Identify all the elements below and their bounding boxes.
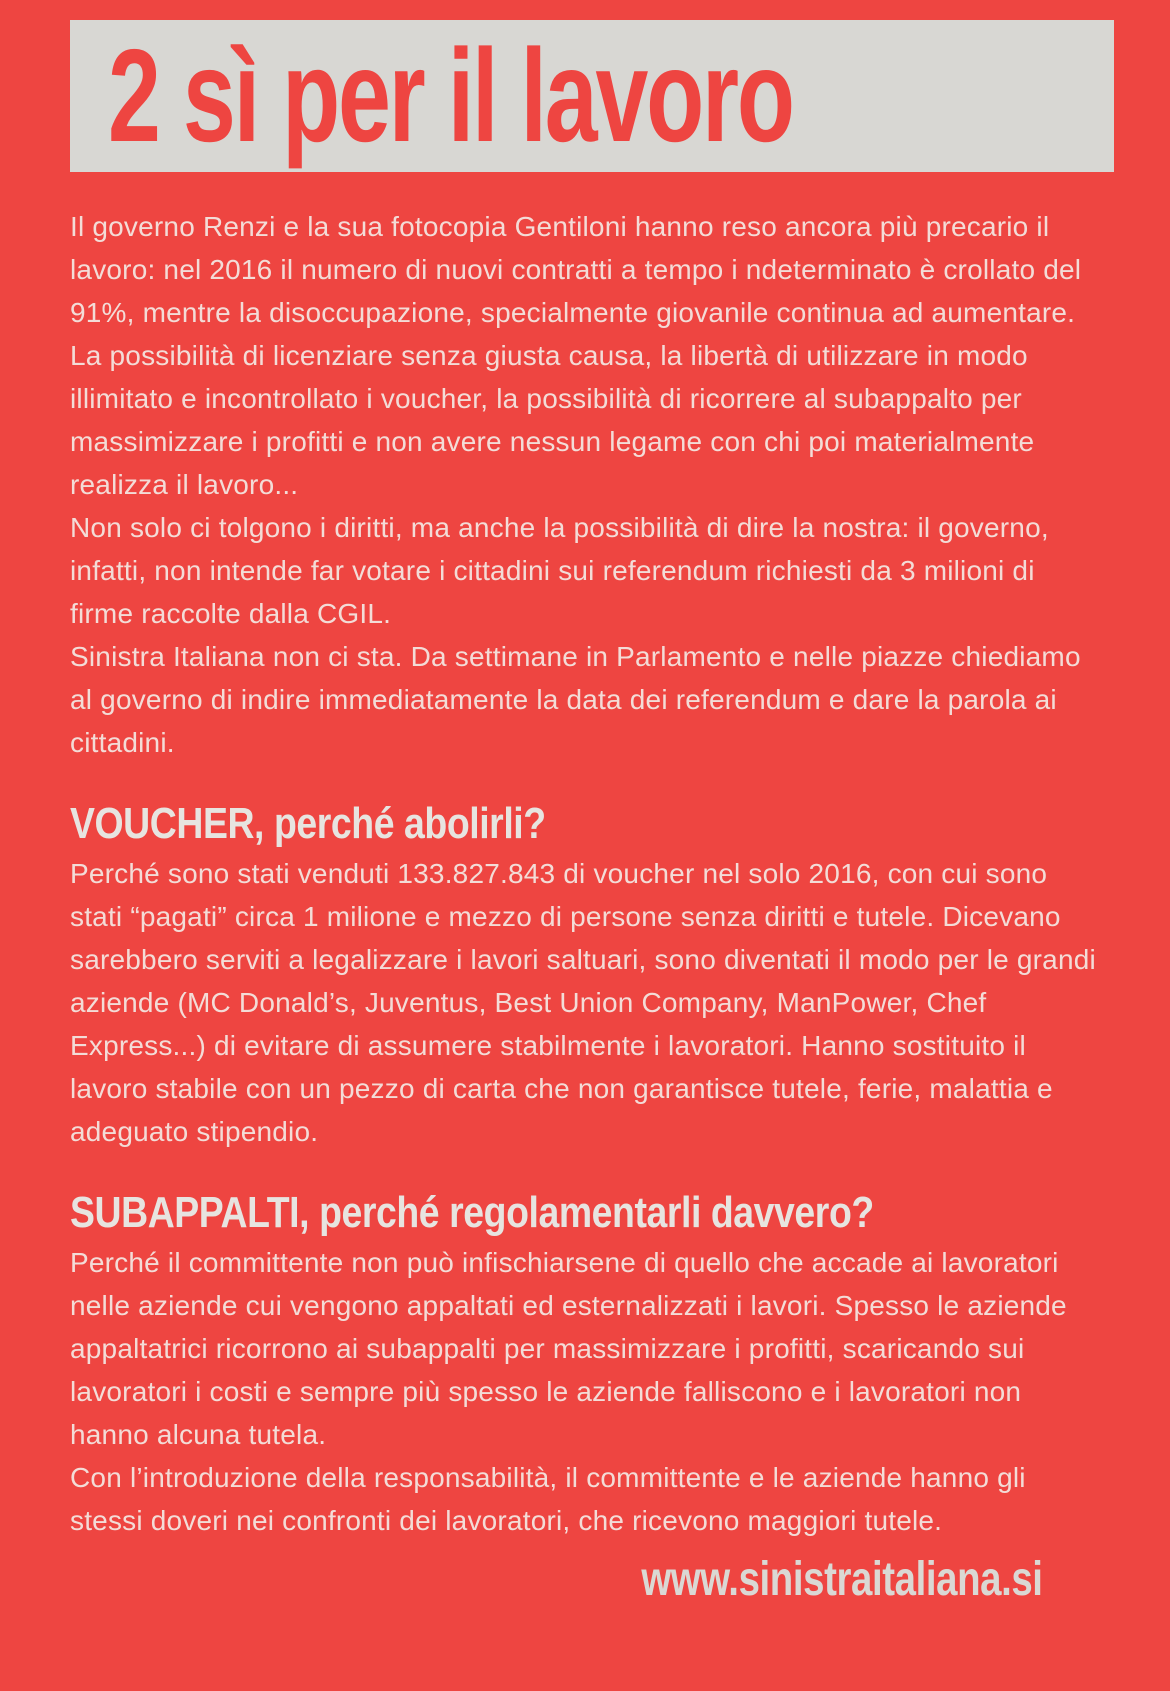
- footer: [70, 1553, 1043, 1607]
- section-voucher: [70, 800, 1105, 1153]
- flyer-body: [70, 205, 1105, 1607]
- page-title: 2 sì per il lavoro: [108, 22, 793, 169]
- section-paragraph: Con l’introduzione della responsabilità, il committente e le aziende hanno gli stessi doveri nei confronti dei lavoratori, che ricevono maggiori tutele.: [70, 1462, 1026, 1536]
- flyer-page: [0, 20, 1170, 1691]
- section-heading-voucher: VOUCHER, perché abolirli?: [70, 799, 546, 848]
- website-url: www.sinistraitaliana.si: [641, 1553, 1043, 1606]
- section-subappalti: [70, 1189, 1105, 1542]
- title-banner: [70, 20, 1114, 172]
- section-heading-subappalti: SUBAPPALTI, perché regolamentarli davvero?: [70, 1188, 874, 1237]
- intro-paragraph: Non solo ci tolgono i diritti, ma anche la possibilità di dire la nostra: il governo, infatti, non intende far votare i cittadini sui referendum richiesti da 3 milioni di firme raccolte dalla CGIL.: [70, 512, 1049, 629]
- intro-paragraph: La possibilità di licenziare senza giusta causa, la libertà di utilizzare in modo illimitato e incontrollato i voucher, la possibilità di ricorrere al subappalto per massimizzare i profitti e non avere nessun legame con chi poi materialmente realizza il lavoro...: [70, 340, 1035, 500]
- intro-paragraph: Il governo Renzi e la sua fotocopia Gentiloni hanno reso ancora più precario il lavoro: nel 2016 il numero di nuovi contratti a tempo i ndeterminato è crollato del 91%, mentre la disoccupazione, specialmente giovanile continua ad aumentare.: [70, 211, 1082, 328]
- intro-section: [70, 205, 1105, 764]
- section-paragraph: Perché il committente non può infischiarsene di quello che accade ai lavoratori nelle aziende cui vengono appaltati ed esternalizzati i lavori. Spesso le aziende appaltatrici ricorrono ai subappalti per massimizzare i profitti, scaricando sui lavoratori i costi e sempre più spesso le aziende falliscono e i lavoratori non hanno alcuna tutela.: [70, 1247, 1067, 1450]
- section-paragraph: Perché sono stati venduti 133.827.843 di voucher nel solo 2016, con cui sono stati “pagati” circa 1 milione e mezzo di persone senza diritti e tutele. Dicevano sarebbero serviti a legalizzare i lavori saltuari, sono diventati il modo per le grandi aziende (MC Donald’s, Juventus, Best Union Company, ManPower, Chef Express...) di evitare di assumere stabilmente i lavoratori. Hanno sostituito il lavoro stabile con un pezzo di carta che non garantisce tutele, ferie, malattia e adeguato stipendio.: [70, 858, 1096, 1147]
- intro-paragraph: Sinistra Italiana non ci sta. Da settimane in Parlamento e nelle piazze chiediamo al governo di indire immediatamente la data dei referendum e dare la parola ai cittadini.: [70, 641, 1081, 758]
